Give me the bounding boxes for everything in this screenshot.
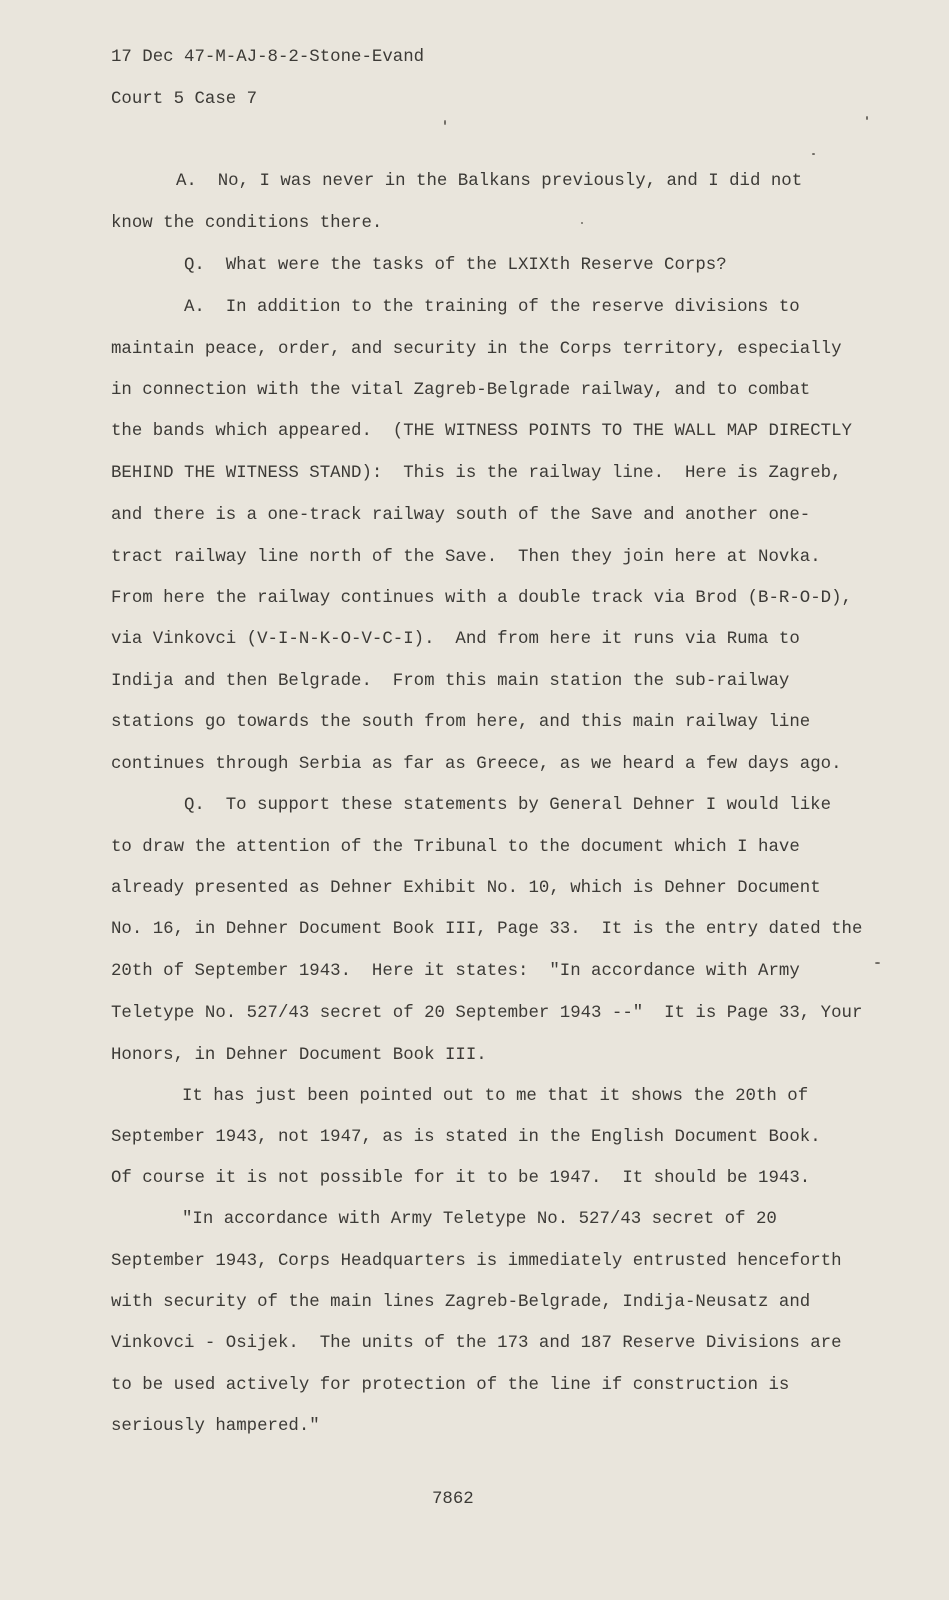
body-line: It has just been pointed out to me that it shows the 20th of (182, 1087, 809, 1106)
body-line: 20th of September 1943. Here it states: "In accordance with Army (111, 962, 800, 981)
body-line: Vinkovci - Osijek. The units of the 173 and 187 Reserve Divisions are (111, 1334, 842, 1353)
paper-speck (875, 962, 880, 964)
body-line: to be used actively for protection of the line if construction is (111, 1376, 790, 1395)
body-line: No. 16, in Dehner Document Book III, Page 33. It is the entry dated the (111, 920, 863, 939)
body-line: continues through Serbia as far as Greece, as we heard a few days ago. (111, 755, 842, 774)
body-line: and there is a one-track railway south of the Save and another one- (111, 506, 811, 525)
paper-speck (581, 222, 583, 224)
body-line: the bands which appeared. (THE WITNESS POINTS TO THE WALL MAP DIRECTLY (111, 422, 852, 441)
body-line: A. No, I was never in the Balkans previously, and I did not (176, 172, 803, 191)
body-line: BEHIND THE WITNESS STAND): This is the railway line. Here is Zagreb, (111, 464, 842, 483)
body-line: to draw the attention of the Tribunal to the document which I have (111, 838, 800, 857)
body-line: From here the railway continues with a double track via Brod (B-R-O-D), (111, 589, 852, 608)
body-line: Of course it is not possible for it to be 1947. It should be 1943. (111, 1169, 811, 1188)
body-line: "In accordance with Army Teletype No. 527/43 secret of 20 (182, 1210, 777, 1229)
header-court-case-line: Court 5 Case 7 (111, 90, 258, 109)
header-reference-line: 17 Dec 47-M-AJ-8-2-Stone-Evand (111, 48, 425, 67)
body-line: Q. To support these statements by General Dehner I would like (184, 796, 832, 815)
body-line: Indija and then Belgrade. From this main station the sub-railway (111, 672, 790, 691)
paper-speck (866, 116, 868, 120)
body-line: seriously hampered." (111, 1417, 320, 1436)
body-line: Honors, in Dehner Document Book III. (111, 1046, 487, 1065)
body-line: Q. What were the tasks of the LXIXth Reserve Corps? (184, 256, 727, 275)
body-line: tract railway line north of the Save. Then they join here at Novka. (111, 548, 821, 567)
body-line: with security of the main lines Zagreb-Belgrade, Indija-Neusatz and (111, 1293, 811, 1312)
body-line: A. In addition to the training of the reserve divisions to (184, 298, 800, 317)
page-number: 7862 (432, 1490, 474, 1509)
body-line: stations go towards the south from here, and this main railway line (111, 713, 811, 732)
paper-speck (444, 120, 446, 125)
body-line: already presented as Dehner Exhibit No. 10, which is Dehner Document (111, 879, 821, 898)
body-line: Teletype No. 527/43 secret of 20 September 1943 --" It is Page 33, Your (111, 1004, 863, 1023)
body-line: September 1943, not 1947, as is stated in the English Document Book. (111, 1128, 821, 1147)
body-line: maintain peace, order, and security in the Corps territory, especially (111, 340, 842, 359)
body-line: in connection with the vital Zagreb-Belgrade railway, and to combat (111, 381, 811, 400)
body-line: September 1943, Corps Headquarters is immediately entrusted henceforth (111, 1252, 842, 1271)
body-line: via Vinkovci (V-I-N-K-O-V-C-I). And from here it runs via Ruma to (111, 630, 800, 649)
body-line: know the conditions there. (111, 214, 383, 233)
paper-speck (812, 153, 815, 155)
